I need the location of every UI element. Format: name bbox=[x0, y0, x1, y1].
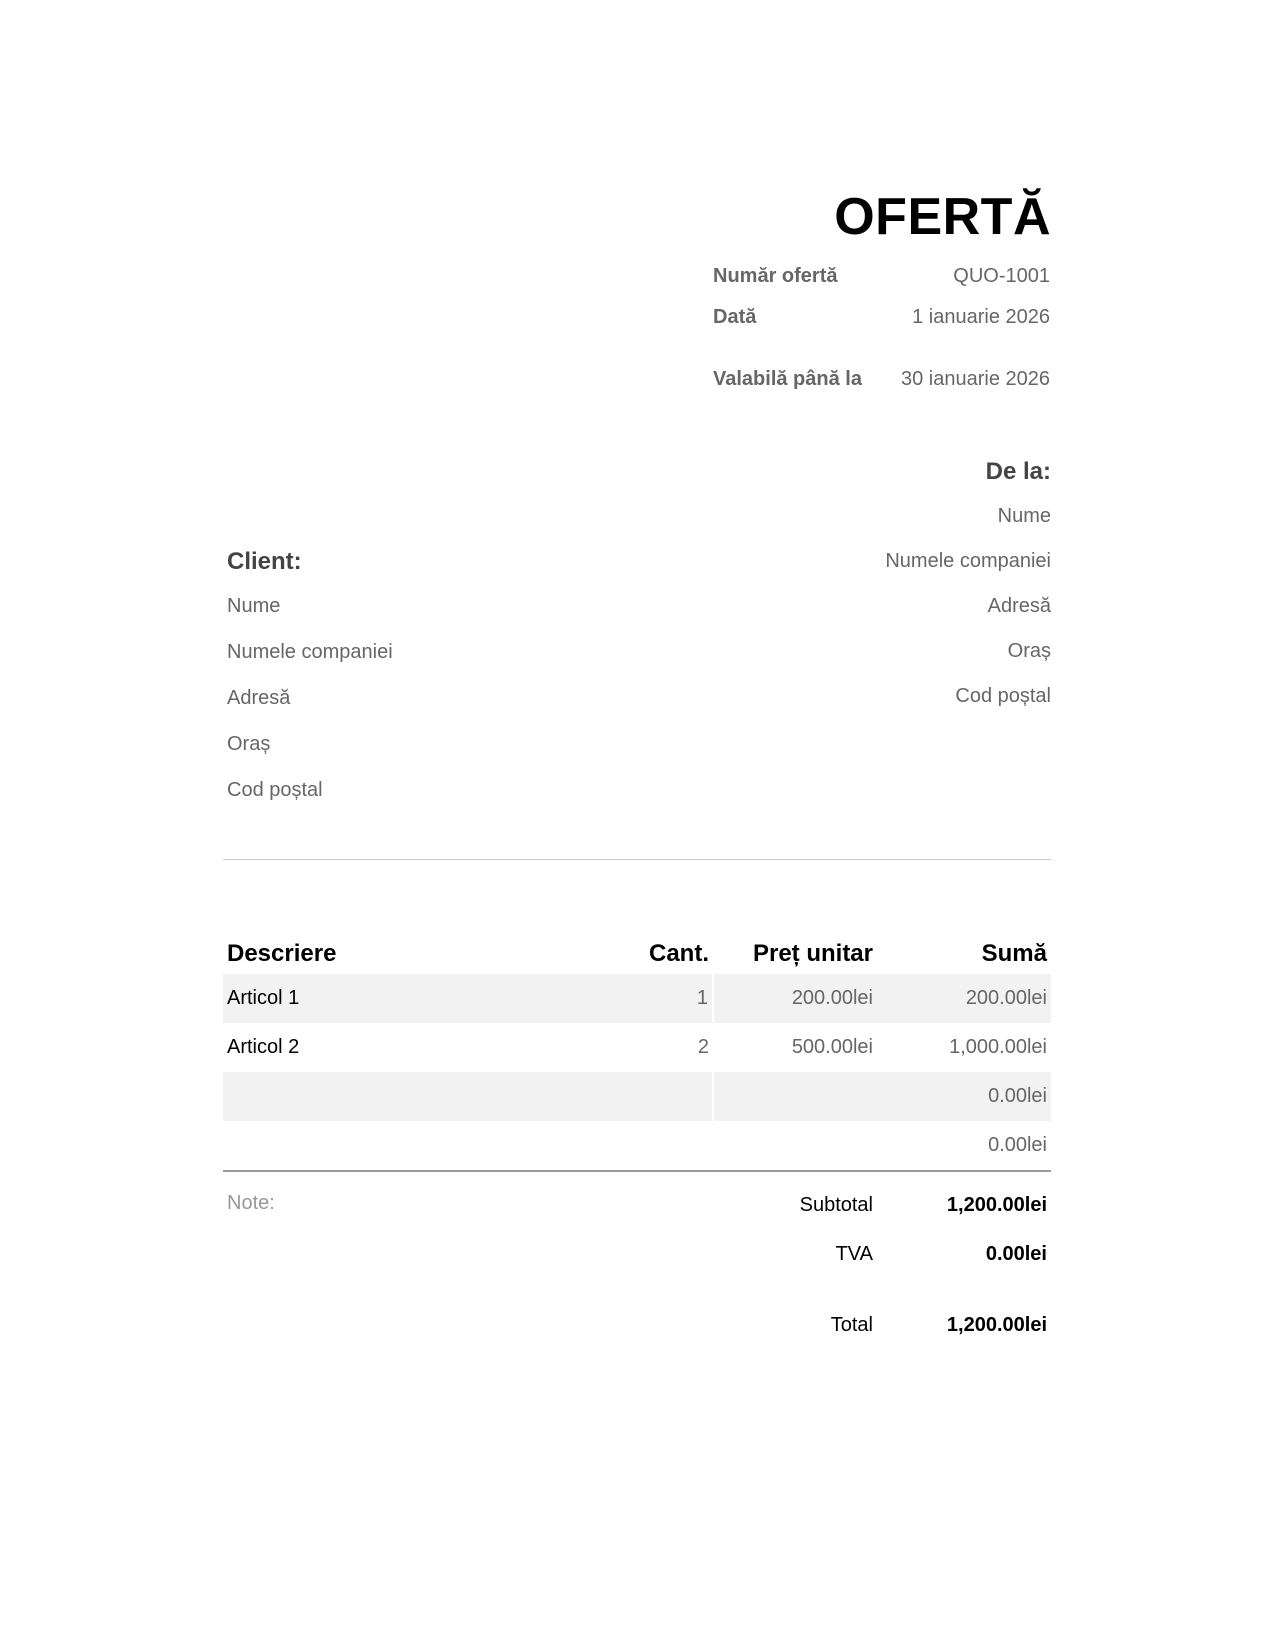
valid-until-label: Valabilă până la bbox=[713, 368, 862, 390]
client-postal-code: Cod poștal bbox=[227, 779, 323, 801]
total-label: Total bbox=[830, 1314, 873, 1336]
client-block bbox=[227, 547, 393, 823]
from-company: Numele companiei bbox=[885, 550, 1051, 572]
meta-row-date bbox=[713, 303, 1050, 331]
from-name: Nume bbox=[997, 505, 1051, 527]
item-description bbox=[223, 1072, 643, 1121]
item-quantity bbox=[643, 1121, 713, 1171]
item-amount: 0.00lei bbox=[877, 1072, 1051, 1121]
client-company: Numele companiei bbox=[227, 641, 393, 663]
subtotal-row bbox=[651, 1192, 1051, 1218]
notes-label: Note: bbox=[227, 1192, 275, 1214]
total-value: 1,200.00lei bbox=[946, 1314, 1047, 1336]
totals-block bbox=[651, 1192, 1051, 1338]
header-amount: Sumă bbox=[981, 940, 1047, 967]
table-row bbox=[223, 974, 1051, 1023]
section-divider bbox=[223, 859, 1051, 860]
quote-document bbox=[223, 0, 1051, 1650]
from-heading: De la: bbox=[985, 458, 1051, 485]
client-address: Adresă bbox=[227, 687, 291, 709]
client-city: Oraș bbox=[227, 733, 271, 755]
item-amount: 1,000.00lei bbox=[949, 1036, 1047, 1058]
tax-label: TVA bbox=[835, 1243, 873, 1265]
quote-number-value: QUO-1001 bbox=[953, 265, 1050, 287]
quote-meta bbox=[713, 262, 1050, 393]
client-heading: Client: bbox=[227, 548, 302, 575]
header-description: Descriere bbox=[227, 940, 337, 967]
client-name: Nume bbox=[227, 595, 281, 617]
from-block bbox=[885, 457, 1051, 728]
item-amount: 200.00lei bbox=[877, 974, 1051, 1023]
date-label: Dată bbox=[713, 306, 757, 328]
table-row bbox=[223, 1072, 1051, 1121]
header-unit-price: Preț unitar bbox=[752, 940, 873, 967]
item-amount: 0.00lei bbox=[877, 1121, 1051, 1171]
meta-row-quote-number bbox=[713, 262, 1050, 290]
table-header-row bbox=[223, 928, 1051, 974]
item-unit-price: 200.00lei bbox=[713, 974, 877, 1023]
tax-row bbox=[651, 1241, 1051, 1267]
table-row bbox=[223, 1121, 1051, 1171]
tax-value: 0.00lei bbox=[985, 1243, 1047, 1265]
item-unit-price bbox=[713, 1072, 877, 1121]
line-items-table bbox=[223, 928, 1051, 1172]
item-unit-price: 500.00lei bbox=[791, 1036, 873, 1058]
item-unit-price bbox=[713, 1121, 877, 1171]
total-row bbox=[651, 1312, 1051, 1338]
item-quantity: 2 bbox=[697, 1036, 709, 1058]
item-quantity bbox=[643, 1072, 713, 1121]
from-postal-code: Cod poștal bbox=[955, 685, 1051, 707]
date-value: 1 ianuarie 2026 bbox=[912, 306, 1050, 328]
subtotal-label: Subtotal bbox=[799, 1194, 873, 1216]
quote-number-label: Număr ofertă bbox=[713, 265, 838, 287]
from-city: Oraș bbox=[1007, 640, 1051, 662]
item-description: Articol 1 bbox=[223, 974, 643, 1023]
table-row bbox=[223, 1023, 1051, 1072]
item-description: Articol 2 bbox=[227, 1036, 300, 1058]
subtotal-value: 1,200.00lei bbox=[946, 1194, 1047, 1216]
document-title: OFERTĂ bbox=[834, 188, 1051, 246]
item-quantity: 1 bbox=[643, 974, 713, 1023]
meta-row-valid-until bbox=[713, 337, 1050, 393]
valid-until-value: 30 ianuarie 2026 bbox=[900, 368, 1050, 390]
header-quantity: Cant. bbox=[649, 940, 709, 967]
from-address: Adresă bbox=[987, 595, 1051, 617]
item-description bbox=[223, 1121, 643, 1171]
